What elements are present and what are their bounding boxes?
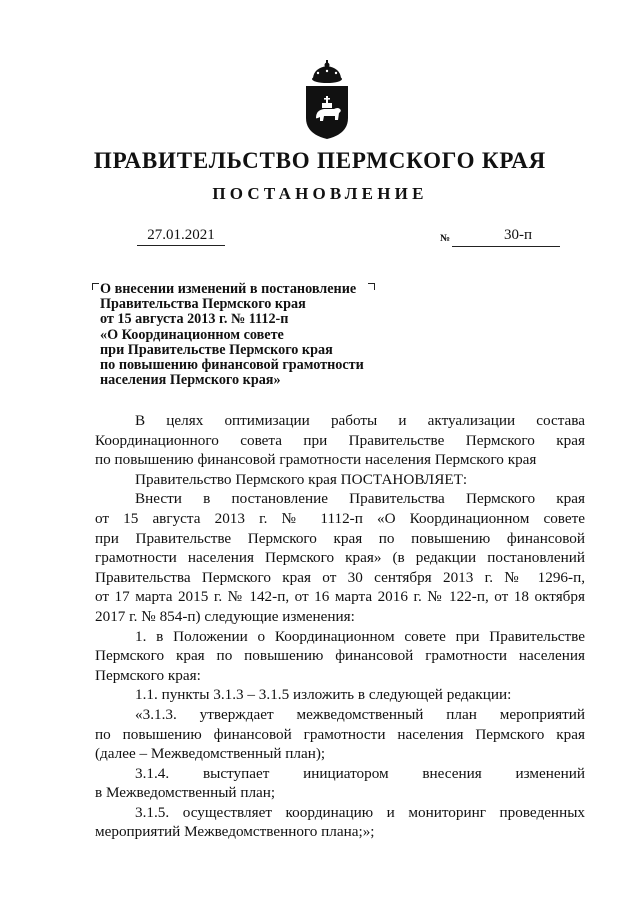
subject-line: при Правительстве Пермского края <box>100 341 333 358</box>
body-line: Правительство Пермского края ПОСТАНОВЛЯЕТ: <box>135 470 468 488</box>
subject-line: населения Пермского края» <box>100 372 281 389</box>
body-line: грамотности населения Пермского края» (в редакции постановлений <box>95 549 585 567</box>
subject-line: Правительства Пермского края <box>100 296 306 313</box>
document-body <box>95 411 585 842</box>
coat-of-arms-icon <box>302 60 352 140</box>
body-line: от 17 марта 2015 г. № 142-п, от 16 марта 2016 г. № 122-п, от 18 октября <box>95 588 585 606</box>
government-title: ПРАВИТЕЛЬСТВО ПЕРМСКОГО КРАЯ <box>93 148 547 173</box>
number-underline <box>452 246 560 247</box>
body-line: от 15 августа 2013 г. № 1112-п «О Координационном совете <box>95 509 585 527</box>
date-underline <box>137 245 225 246</box>
body-line: Внести в постановление Правительства Пермского края <box>135 490 585 508</box>
body-line: в Межведомственный план; <box>95 784 276 802</box>
document-date: 27.01.2021 <box>147 227 215 243</box>
body-line: Правительства Пермского края от 30 сентября 2013 г. № 1296-п, <box>95 568 585 586</box>
crown-icon <box>312 60 342 83</box>
body-line: 2017 г. № 854-п) следующие изменения: <box>95 607 355 625</box>
body-line: Пермского края: <box>95 666 201 684</box>
body-line: 1. в Положении о Координационном совете при Правительстве <box>135 627 585 645</box>
body-line: 1.1. пункты 3.1.3 – 3.1.5 изложить в следующей редакции: <box>135 686 512 704</box>
body-line: «3.1.3. утверждает межведомственный план мероприятий <box>135 705 585 723</box>
body-line: (далее – Межведомственный план); <box>95 745 326 763</box>
body-line: Координационного совета при Правительстве Пермского края <box>95 431 585 449</box>
document-type: ПОСТАНОВЛЕНИЕ <box>212 184 428 203</box>
document-subject <box>92 282 392 388</box>
body-line: В целях оптимизации работы и актуализации состава <box>135 412 585 429</box>
subject-line: от 15 августа 2013 г. № 1112-п <box>100 311 289 328</box>
body-line: по повышению финансовой грамотности населения Пермского края <box>95 725 585 743</box>
body-line: при Правительстве Пермского края по повышению финансовой <box>95 529 585 547</box>
number-label: № <box>440 233 451 244</box>
subject-line: по повышению финансовой грамотности <box>100 357 364 374</box>
body-line: 3.1.4. выступает инициатором внесения изменений <box>135 764 585 782</box>
date-field <box>137 226 225 246</box>
body-line: мероприятий Межведомственного плана;»; <box>95 823 375 841</box>
subject-line: «О Координационном совете <box>100 326 284 343</box>
subject-line: О внесении изменений в постановление <box>100 281 357 297</box>
document-number: 30-п <box>503 227 533 243</box>
body-line: по повышению финансовой грамотности населения Пермского края <box>95 451 537 469</box>
body-line: Пермского края по повышению финансовой грамотности населения <box>95 647 585 665</box>
body-line: 3.1.5. осуществляет координацию и мониторинг проведенных <box>135 803 585 821</box>
